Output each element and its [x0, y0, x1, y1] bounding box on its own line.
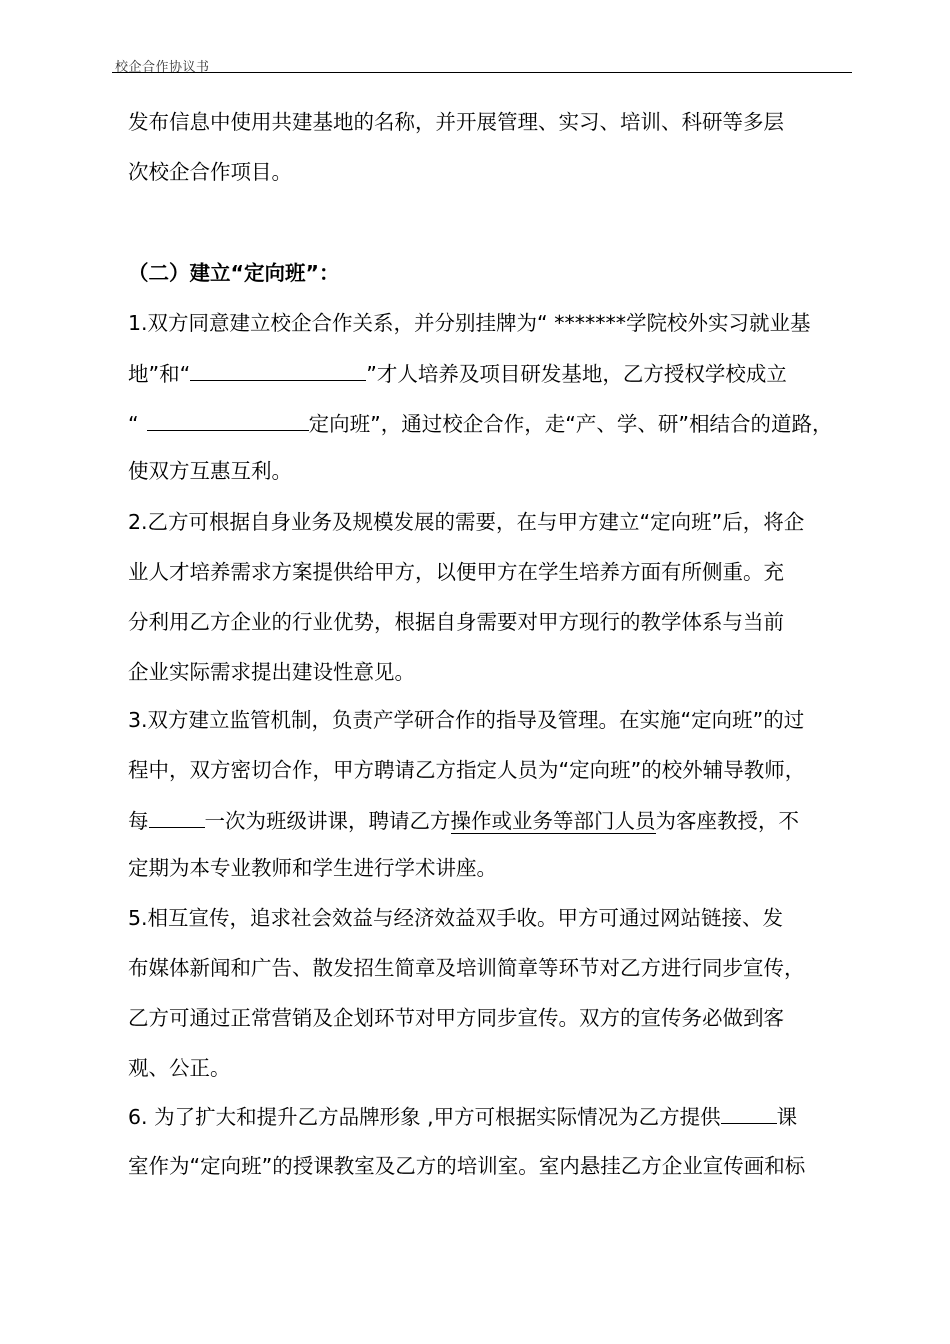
clause-2-line: 2.乙方可根据自身业务及规模发展的需要，在与甲方建立“定向班”后，将企	[128, 510, 805, 534]
clause-3-line	[128, 805, 858, 836]
clause-3-line: 3.双方建立监管机制，负责产学研合作的指导及管理。在实施“定向班”的过	[128, 708, 805, 732]
fill-in-blank	[190, 358, 366, 381]
clause-5-line: 乙方可通过正常营销及企划环节对甲方同步宣传。双方的宣传务必做到客	[128, 1006, 784, 1030]
text-fragment: 一次为班级讲课，聘请乙方	[204, 809, 451, 833]
clause-6-line	[128, 1101, 858, 1132]
text-fragment: 课	[776, 1105, 798, 1129]
clause-5-line: 5.相互宣传，追求社会效益与经济效益双手收。甲方可通过网站链接、发	[128, 906, 784, 930]
text-fragment: 为客座教授，不	[655, 809, 799, 833]
text-fragment: “	[128, 412, 139, 436]
body-line: 发布信息中使用共建基地的名称，并开展管理、实习、培训、科研等多层	[128, 110, 784, 134]
header-divider	[112, 72, 852, 73]
underlined-text: 操作或业务等部门人员	[450, 809, 656, 833]
clause-2-line: 分利用乙方企业的行业优势，根据自身需要对甲方现行的教学体系与当前	[128, 610, 784, 634]
text-fragment: 地”和“	[128, 362, 191, 386]
text-fragment: 每	[128, 809, 149, 833]
text-fragment: 定向班”，通过校企合作，走“产、学、研”相结合的道路，	[308, 412, 833, 436]
fill-in-blank	[721, 1101, 777, 1124]
text-fragment: 6. 为了扩大和提升乙方品牌形象 ,甲方可根据实际情况为乙方提供	[128, 1105, 721, 1129]
clause-5-line: 布媒体新闻和广告、散发招生简章及培训简章等环节对乙方进行同步宣传，	[128, 956, 805, 980]
clause-1-line: 使双方互惠互利。	[128, 459, 292, 483]
clause-3-line: 定期为本专业教师和学生进行学术讲座。	[128, 856, 497, 880]
clause-5-line: 观、公正。	[128, 1056, 231, 1080]
document-header-title: 校企合作协议书	[115, 60, 210, 75]
fill-in-blank	[147, 408, 309, 431]
clause-2-line: 企业实际需求提出建设性意见。	[128, 660, 415, 684]
clause-2-line: 业人才培养需求方案提供给甲方，以便甲方在学生培养方面有所侧重。充	[128, 560, 784, 584]
body-line: 次校企合作项目。	[128, 160, 292, 184]
clause-3-line: 程中，双方密切合作，甲方聘请乙方指定人员为“定向班”的校外辅导教师，	[128, 758, 806, 782]
clause-6-line: 室作为“定向班”的授课教室及乙方的培训室。室内悬挂乙方企业宣传画和标	[128, 1154, 806, 1178]
clause-1-line	[128, 408, 858, 439]
clause-1-line	[128, 358, 858, 389]
fill-in-blank	[149, 805, 205, 828]
text-fragment: ”才人培养及项目研发基地，乙方授权学校成立	[366, 362, 787, 386]
clause-1-line: 1.双方同意建立校企合作关系，并分别挂牌为“ *******学院校外实习就业基	[128, 311, 811, 335]
section-heading: （二）建立“定向班”：	[128, 261, 340, 285]
